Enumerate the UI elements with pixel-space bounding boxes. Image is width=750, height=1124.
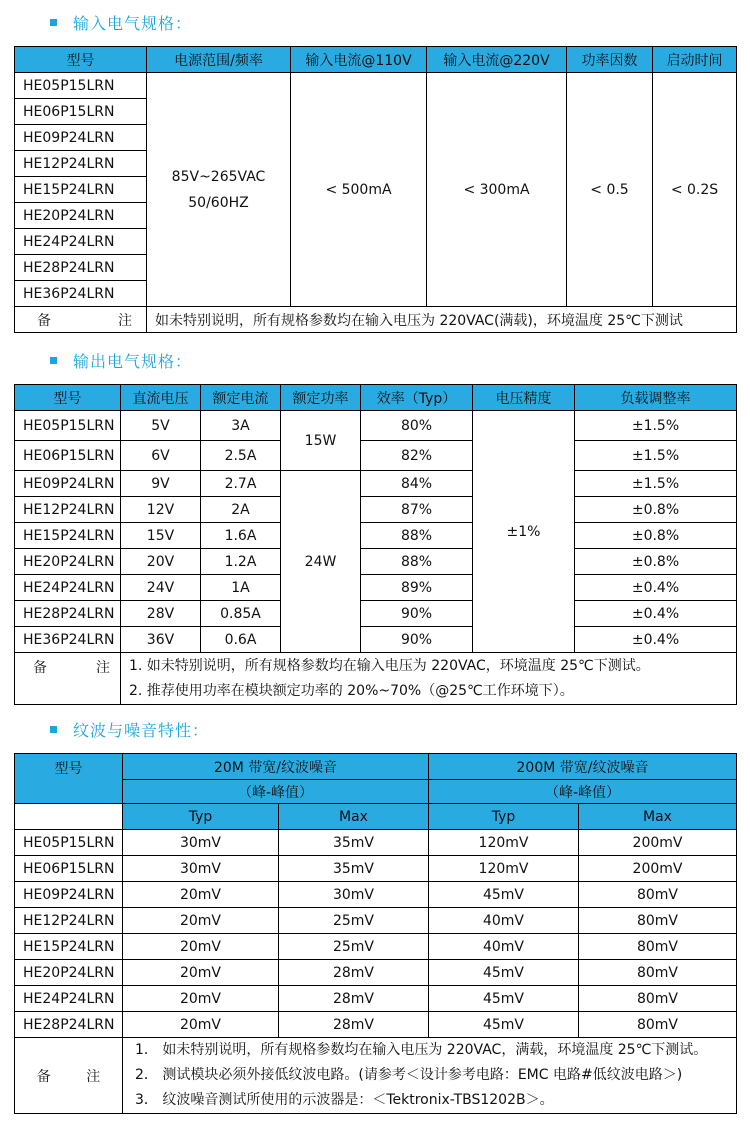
current-cell: 3A (201, 411, 281, 441)
table-subheader-row (15, 804, 737, 830)
header-cell: 型号 (15, 754, 123, 804)
table-row (15, 1012, 737, 1038)
typ20-cell: 20mV (123, 1012, 279, 1038)
bullet-square-icon (50, 726, 57, 733)
note-text-cell (123, 1038, 737, 1114)
typ200-cell: 45mV (429, 882, 579, 908)
ripple-noise-table (14, 753, 737, 1114)
model-cell: HE12P24LRN (15, 151, 147, 177)
voltage-cell: 28V (121, 601, 201, 627)
header-cell: 20M 带宽/纹波噪音 (123, 754, 429, 780)
typ200-cell: 45mV (429, 960, 579, 986)
model-cell: HE12P24LRN (15, 497, 121, 523)
model-cell: HE36P24LRN (15, 627, 121, 653)
model-cell: HE06P15LRN (15, 99, 147, 125)
efficiency-cell: 89% (361, 575, 473, 601)
header-cell: 型号 (15, 47, 147, 73)
typ20-cell: 20mV (123, 986, 279, 1012)
accuracy-cell: ±1% (473, 411, 575, 653)
start-time-cell: < 0.2S (653, 73, 737, 307)
regulation-cell: ±0.4% (575, 601, 737, 627)
table-row (15, 497, 737, 523)
model-cell: HE09P24LRN (15, 471, 121, 497)
typ200-cell: 120mV (429, 830, 579, 856)
note-label-cell (15, 307, 147, 333)
model-cell: HE20P24LRN (15, 203, 147, 229)
model-cell: HE05P15LRN (15, 411, 121, 441)
current-cell: 2.5A (201, 441, 281, 471)
efficiency-cell: 84% (361, 471, 473, 497)
voltage-cell: 24V (121, 575, 201, 601)
voltage-cell: 6V (121, 441, 201, 471)
regulation-cell: ±0.8% (575, 523, 737, 549)
efficiency-cell: 88% (361, 523, 473, 549)
model-cell: HE05P15LRN (15, 73, 147, 99)
typ20-cell: 30mV (123, 830, 279, 856)
table-header-row (15, 780, 737, 804)
model-cell: HE06P15LRN (15, 441, 121, 471)
table-row (15, 549, 737, 575)
typ200-cell: 40mV (429, 934, 579, 960)
power-15w-cell: 15W (281, 411, 361, 471)
section-output-heading (50, 348, 192, 372)
current-cell: 2A (201, 497, 281, 523)
max200-cell: 80mV (579, 934, 737, 960)
table-header-row (15, 754, 737, 780)
max200-cell: 200mV (579, 830, 737, 856)
model-cell: HE28P24LRN (15, 1012, 123, 1038)
note-label: 备 (33, 660, 47, 676)
max200-cell: 80mV (579, 960, 737, 986)
current-220-cell: < 300mA (427, 73, 567, 307)
current-110-cell: < 500mA (291, 73, 427, 307)
header-cell: 额定电流 (201, 385, 281, 411)
max20-cell: 35mV (279, 856, 429, 882)
note-line: 3． 纹波噪音测试所使用的示波器是：＜Tektronix-TBS1202B＞。 (135, 1092, 554, 1108)
table-row (15, 471, 737, 497)
table-header-row (15, 385, 737, 411)
voltage-cell: 12V (121, 497, 201, 523)
max200-cell: 80mV (579, 908, 737, 934)
voltage-cell: 20V (121, 549, 201, 575)
max20-cell: 28mV (279, 986, 429, 1012)
max20-cell: 30mV (279, 882, 429, 908)
voltage-cell: 36V (121, 627, 201, 653)
power-24w-cell: 24W (281, 471, 361, 653)
regulation-cell: ±1.5% (575, 471, 737, 497)
header-cell: 启动时间 (653, 47, 737, 73)
header-cell: Typ (429, 804, 579, 830)
input-spec-table (14, 46, 737, 333)
section-ripple-heading (50, 717, 209, 741)
typ20-cell: 20mV (123, 908, 279, 934)
note-row (15, 307, 737, 333)
note-label: 备 (37, 312, 51, 329)
max20-cell: 25mV (279, 934, 429, 960)
regulation-cell: ±1.5% (575, 411, 737, 441)
header-cell: 输入电流@220V (427, 47, 567, 73)
current-cell: 2.7A (201, 471, 281, 497)
efficiency-cell: 90% (361, 601, 473, 627)
note-label: 注 (118, 312, 132, 329)
header-cell: 直流电压 (121, 385, 201, 411)
model-cell: HE15P24LRN (15, 523, 121, 549)
efficiency-cell: 87% (361, 497, 473, 523)
table-row (15, 908, 737, 934)
power-factor-cell: < 0.5 (567, 73, 653, 307)
typ200-cell: 120mV (429, 856, 579, 882)
header-cell: 输入电流@110V (291, 47, 427, 73)
note-row (15, 1038, 737, 1114)
model-cell: HE28P24LRN (15, 601, 121, 627)
bullet-square-icon (50, 19, 57, 26)
model-cell: HE24P24LRN (15, 229, 147, 255)
max20-cell: 28mV (279, 960, 429, 986)
regulation-cell: ±0.8% (575, 497, 737, 523)
table-row (15, 882, 737, 908)
note-line: 2． 测试模块必须外接低纹波电路。(请参考＜设计参考电路：EMC 电路#低纹波电路＞) (135, 1067, 683, 1083)
max20-cell: 28mV (279, 1012, 429, 1038)
header-cell: （峰-峰值） (429, 780, 737, 804)
header-cell: 负载调整率 (575, 385, 737, 411)
table-header-row (15, 47, 737, 73)
model-cell: HE05P15LRN (15, 830, 123, 856)
typ200-cell: 40mV (429, 908, 579, 934)
note-text: 如未特别说明，所有规格参数均在输入电压为 220VAC(满载)，环境温度 25℃下测试 (147, 307, 737, 333)
model-cell: HE15P24LRN (15, 934, 123, 960)
header-cell: Max (279, 804, 429, 830)
regulation-cell: ±1.5% (575, 441, 737, 471)
efficiency-cell: 90% (361, 627, 473, 653)
section-input-title: 输入电气规格： (73, 13, 193, 33)
regulation-cell: ±0.4% (575, 575, 737, 601)
model-cell: HE24P24LRN (15, 986, 123, 1012)
note-label: 注 (96, 660, 110, 676)
table-row (15, 830, 737, 856)
current-cell: 0.6A (201, 627, 281, 653)
efficiency-cell: 82% (361, 441, 473, 471)
model-cell: HE36P24LRN (15, 281, 147, 307)
model-cell: HE09P24LRN (15, 882, 123, 908)
current-cell: 1.2A (201, 549, 281, 575)
typ20-cell: 20mV (123, 960, 279, 986)
header-cell: （峰-峰值） (123, 780, 429, 804)
header-cell: 200M 带宽/纹波噪音 (429, 754, 737, 780)
current-cell: 0.85A (201, 601, 281, 627)
output-spec-table (14, 384, 737, 705)
header-cell (15, 804, 123, 830)
table-row (15, 575, 737, 601)
typ200-cell: 45mV (429, 986, 579, 1012)
voltage-cell: 9V (121, 471, 201, 497)
table-row (15, 627, 737, 653)
max20-cell: 25mV (279, 908, 429, 934)
bullet-square-icon (50, 357, 57, 364)
max200-cell: 200mV (579, 856, 737, 882)
section-ripple-title: 纹波与噪音特性： (73, 720, 210, 740)
voltage-cell: 15V (121, 523, 201, 549)
typ20-cell: 20mV (123, 882, 279, 908)
voltage-range-cell (147, 73, 291, 307)
typ20-cell: 30mV (123, 856, 279, 882)
section-input-heading (50, 10, 192, 34)
model-cell: HE20P24LRN (15, 549, 121, 575)
header-cell: 额定功率 (281, 385, 361, 411)
header-cell: 功率因数 (567, 47, 653, 73)
header-cell: Max (579, 804, 737, 830)
table-row (15, 960, 737, 986)
model-cell: HE09P24LRN (15, 125, 147, 151)
note-line: 2. 推荐使用功率在模块额定功率的 20%~70%（@25℃工作环境下）。 (129, 682, 574, 699)
efficiency-cell: 88% (361, 549, 473, 575)
max200-cell: 80mV (579, 1012, 737, 1038)
regulation-cell: ±0.4% (575, 627, 737, 653)
current-cell: 1A (201, 575, 281, 601)
table-row (15, 986, 737, 1012)
voltage-cell: 5V (121, 411, 201, 441)
table-row (15, 601, 737, 627)
note-text-cell (121, 653, 737, 705)
table-row (15, 441, 737, 471)
model-cell: HE06P15LRN (15, 856, 123, 882)
range-line: 85V~265VAC (171, 168, 266, 185)
max200-cell: 80mV (579, 986, 737, 1012)
typ200-cell: 45mV (429, 1012, 579, 1038)
current-cell: 1.6A (201, 523, 281, 549)
header-cell: 电源范围/频率 (147, 47, 291, 73)
model-cell: HE12P24LRN (15, 908, 123, 934)
header-cell: 效率（Typ） (361, 385, 473, 411)
model-cell: HE15P24LRN (15, 177, 147, 203)
header-cell: 电压精度 (473, 385, 575, 411)
table-row (15, 856, 737, 882)
table-row (15, 523, 737, 549)
max20-cell: 35mV (279, 830, 429, 856)
table-row (15, 411, 737, 441)
note-line: 1. 如未特别说明，所有规格参数均在输入电压为 220VAC，环境温度 25℃下测试。 (129, 657, 650, 674)
regulation-cell: ±0.8% (575, 549, 737, 575)
note-label-cell: 备 注 (15, 1038, 123, 1114)
note-row (15, 653, 737, 705)
model-cell: HE24P24LRN (15, 575, 121, 601)
table-row (15, 73, 737, 99)
section-output-title: 输出电气规格： (73, 351, 193, 371)
typ20-cell: 20mV (123, 934, 279, 960)
header-cell: 型号 (15, 385, 121, 411)
note-line: 1． 如未特别说明，所有规格参数均在输入电压为 220VAC，满载，环境温度 25℃下测试。 (135, 1042, 708, 1058)
efficiency-cell: 80% (361, 411, 473, 441)
table-row (15, 934, 737, 960)
frequency-line: 50/60HZ (188, 194, 249, 211)
model-cell: HE28P24LRN (15, 255, 147, 281)
max200-cell: 80mV (579, 882, 737, 908)
header-cell: Typ (123, 804, 279, 830)
model-cell: HE20P24LRN (15, 960, 123, 986)
note-label-cell (15, 653, 121, 705)
